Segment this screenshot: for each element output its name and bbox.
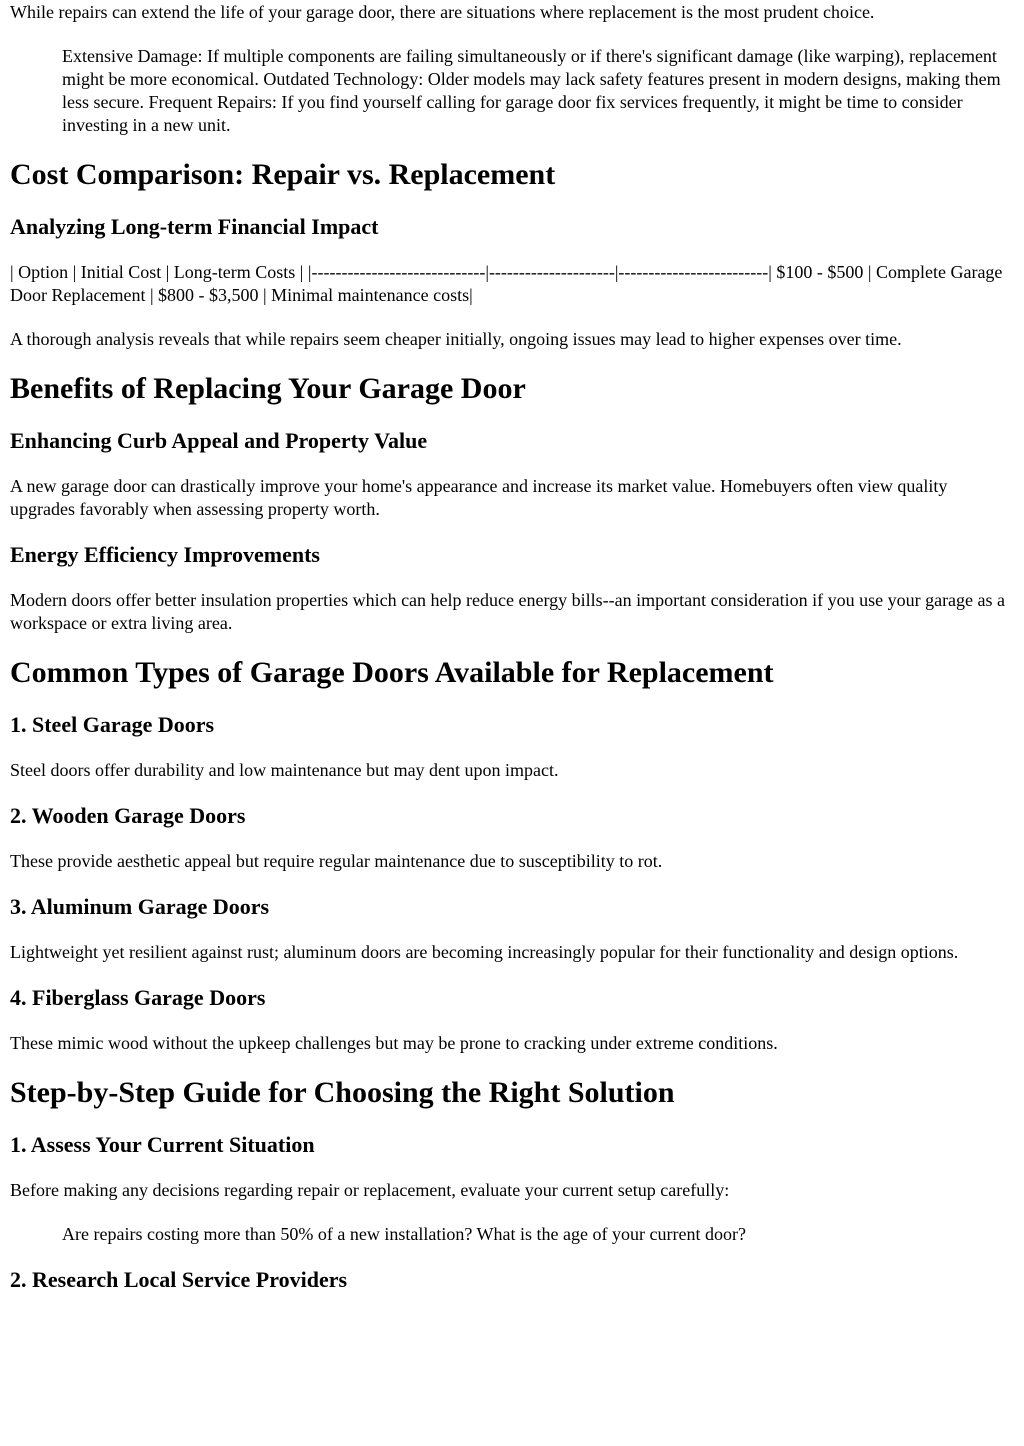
benefits-heading: Benefits of Replacing Your Garage Door [10,372,526,405]
wooden-doors-paragraph: These provide aesthetic appeal but require regular maintenance due to susceptibility to rot. [10,851,663,871]
financial-impact-heading: Analyzing Long-term Financial Impact [10,214,379,239]
energy-efficiency-heading: Energy Efficiency Improvements [10,542,320,567]
cost-table-text: | Option | Initial Cost | Long-term Costs | |-----------------------------|---------------------|-------------------------| $100 - $500 | Complete Garage Door Replacement | $800 - $3,500 | Minimal maintenance costs| [10,262,1003,305]
curb-appeal-paragraph: A new garage door can drastically improve your home's appearance and increase its market value. Homebuyers often view quality upgrades favorably when assessing property worth. [10,476,948,519]
assess-situation-heading: 1. Assess Your Current Situation [10,1132,315,1157]
assess-situation-paragraph: Before making any decisions regarding repair or replacement, evaluate your current setup carefully: [10,1180,730,1200]
aluminum-doors-heading: 3. Aluminum Garage Doors [10,894,270,919]
research-providers-heading: 2. Research Local Service Providers [10,1267,348,1292]
replacement-reasons-quote: Extensive Damage: If multiple components are failing simultaneously or if there's significant damage (like warping), replacement might be more economical. Outdated Technology: Older models may lack safety features present in modern designs, making them less secure. Frequent Repairs: If you find yourself calling for garage door fix services frequently, it might be time to consider investing in a new unit. [62,46,1001,135]
steel-doors-heading: 1. Steel Garage Doors [10,712,215,737]
intro-paragraph: While repairs can extend the life of your garage door, there are situations where replacement is the most prudent choice. [10,2,875,22]
cost-analysis-paragraph: A thorough analysis reveals that while repairs seem cheaper initially, ongoing issues may lead to higher expenses over time. [10,329,902,349]
article [10,0,1014,1293]
steel-doors-paragraph: Steel doors offer durability and low maintenance but may dent upon impact. [10,760,559,780]
assess-questions-quote: Are repairs costing more than 50% of a new installation? What is the age of your current door? [62,1224,746,1244]
door-types-heading: Common Types of Garage Doors Available for Replacement [10,656,774,689]
cost-comparison-heading: Cost Comparison: Repair vs. Replacement [10,158,556,191]
guide-heading: Step-by-Step Guide for Choosing the Right Solution [10,1076,675,1109]
fiberglass-doors-paragraph: These mimic wood without the upkeep challenges but may be prone to cracking under extreme conditions. [10,1033,778,1053]
fiberglass-doors-heading: 4. Fiberglass Garage Doors [10,985,266,1010]
aluminum-doors-paragraph: Lightweight yet resilient against rust; aluminum doors are becoming increasingly popular for their functionality and design options. [10,942,959,962]
energy-efficiency-paragraph: Modern doors offer better insulation properties which can help reduce energy bills--an important consideration if you use your garage as a workspace or extra living area. [10,590,1006,633]
curb-appeal-heading: Enhancing Curb Appeal and Property Value [10,428,428,453]
wooden-doors-heading: 2. Wooden Garage Doors [10,803,246,828]
